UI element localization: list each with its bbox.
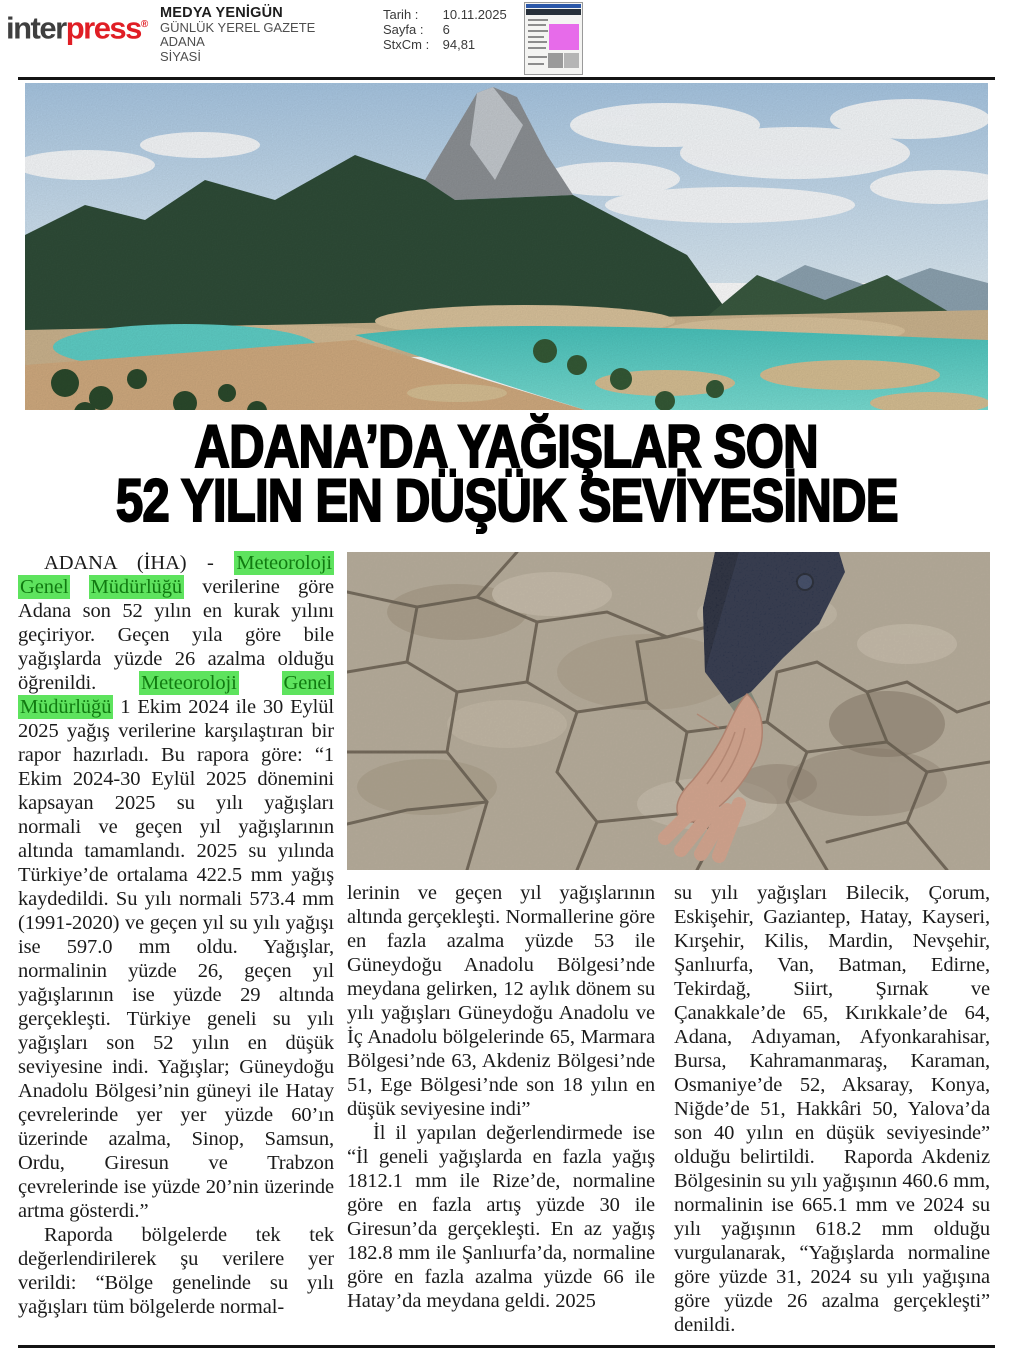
meta-date-label: Tarih : — [383, 7, 419, 22]
headline-line-2: 52 YILIN EN DÜŞÜK SEVİYESİNDE — [115, 467, 898, 534]
article-paragraph: lerinin ve geçen yıl yağışlarının altında gerçekleşti. Normallerine göre en fazla azalma yüzde 53 ile Güneydoğu Anadolu Bölgesi’nde meydana gelirken, 12 aylık dönem su yılı yağışları Güneydoğu Anadolu ve İç Anadolu bölgelerinde 65, Marmara Bölgesi’nde 63, Akdeniz Bölgesi’nde 51, Ege Bölgesi’nde son 18 yılın en düşük seviyesine indi” — [347, 882, 655, 1120]
reservoir-photo — [25, 83, 988, 410]
thumbnail-text-line — [528, 56, 546, 58]
thumbnail-text-line — [528, 63, 544, 65]
page-thumbnail[interactable] — [524, 2, 583, 75]
article-paragraph: su yılı yağışları Bilecik, Çorum, Eskişehir, Gaziantep, Hatay, Kayseri, Kırşehir, Kilis, Mardin, Nevşehir, Şanlıurfa, Van, Batman, Edirne, Tekirdağ, Siirt, Şırnak ve Çanakkale’de 65, Kırıkkale’de 64, Adana, Adıyaman, Afyonkarahisar, Bursa, Kahramanmaraş, Karaman, Osmaniye’de 52, Aksaray, Konya, Niğde’de 51, Hakkâri 50, Yalova’da son 40 yılın en düşük seviyesinde” olduğu belirtildi. Raporda Akdeniz Bölgesinin su yılı yağışının 460.6 mm, normalinin ise 665.1 mm ve 2024 su yılı yağışının 618.2 mm olduğu vurgulanarak, “Yağışlarda normaline göre yüzde 31, 2024 su yılı yağışına göre yüzde 26 azalma gerçekleşti” denildi. — [674, 882, 990, 1336]
thumbnail-photo-block — [564, 53, 579, 69]
publication-type: GÜNLÜK YEREL GAZETE — [160, 19, 316, 35]
highlighted-text: Meteoroloji — [141, 672, 237, 694]
meta-stxcm-label: StxCm : — [383, 37, 430, 52]
publication-category: SİYASİ — [160, 48, 201, 64]
registered-mark: ® — [140, 19, 149, 30]
article-paragraph: İl il yapılan değerlendirmede ise “İl geneli yağışlarda en fazla yağış 1812.1 mm ile Rize’de, normaline göre en fazla artış yüzde 30 ile Giresun’da gerçekleşti. En az yağış 182.8 mm ile Şanlıurfa’da, normaline göre en fazla azalma yüzde 66 ile Hatay’da meydana geldi. 2025 — [347, 1122, 655, 1312]
meta-page-label: Sayfa : — [383, 22, 424, 37]
article-column-2 — [347, 881, 655, 1343]
bottom-rule — [18, 1345, 995, 1348]
publication-city: ADANA — [160, 34, 205, 49]
clip-metadata — [383, 7, 507, 52]
thumbnail-text-line — [528, 36, 544, 38]
article-headline — [0, 413, 1013, 534]
article-paragraph: ADANA (İHA) - Meteoroloji Genel Müdürlüğü verilerine göre Adana son 52 yılın en kurak yılını geçiriyor. Geçen yıla göre bile yağışlarda yüzde 26 azalma olduğu öğrenildi. Meteoroloji Genel Müdürlüğü 1 Ekim 2024 ile 30 Eylül 2025 yağış verilerine karşılaştıran bir rapor hazırladı. Bu rapora göre: “1 Ekim 2024-30 Eylül 2025 dönemini kapsayan 2025 su yılı yağışları normali ve geçen yıl yağışlarının altında tamamlandı. 2025 su yılında Türkiye’de ortalama 422.5 mm yağış kaydedildi. Su yılı normali 573.4 mm (1991-2020) ve geçen yıl su yılı yağışı ise 597.0 mm oldu. Yağışlar, normalinin yüzde 26, geçen yıl yağışlarının ise yüzde 29 altında gerçekleşti. Türkiye geneli su yılı yağışları son 52 yılın en düşük seviyesine indi. Yağışlar; Güneydoğu Anadolu Bölgesi’nin güneyi ile Hatay çevrelerinde yer yer yüzde 60’ın üzerinde azalma, Sinop, Samsun, Ordu, Giresun ve Trabzon çevrelerinde ise yüzde 20’nin üzerinde artma gösterdi.” — [18, 552, 334, 1222]
article-paragraph: Raporda bölgelerde tek tek değerlendirilerek şu verilere yer verildi: “Bölge genelinde su yılı yağışları tüm bölgelerde normal- — [18, 1224, 334, 1318]
headline-line-1: ADANA’DA YAĞIŞLAR SON — [194, 413, 819, 480]
meta-date-value: 10.11.2025 — [442, 7, 507, 22]
highlighted-text: Genel — [283, 672, 332, 694]
highlighted-text: Müdürlüğü — [90, 576, 183, 598]
thumbnail-article-highlight — [549, 24, 579, 50]
thumbnail-text-line — [528, 24, 545, 26]
logo-part-inter: inter — [6, 10, 66, 46]
publication-name: MEDYA YENİGÜN — [160, 5, 283, 21]
meta-stxcm-row — [383, 37, 507, 52]
cracked-earth-photo — [347, 552, 990, 870]
thumbnail-headline-band — [526, 9, 581, 15]
logo-part-press: press — [65, 10, 141, 46]
thumbnail-text-line — [528, 30, 547, 32]
highlighted-text: Meteoroloji — [236, 552, 332, 574]
meta-page-row — [383, 22, 507, 37]
article-column-3 — [674, 881, 990, 1343]
meta-stxcm-value: 94,81 — [442, 37, 476, 52]
thumbnail-text-line — [528, 47, 545, 49]
meta-date-row — [383, 7, 507, 22]
highlighted-text: Müdürlüğü — [20, 696, 112, 718]
thumbnail-text-line — [528, 41, 547, 43]
article-column-1 — [18, 551, 334, 1343]
interpress-logo — [6, 8, 148, 45]
thumbnail-masthead — [526, 4, 581, 8]
highlighted-text: Genel — [20, 576, 69, 598]
top-rule — [18, 77, 995, 80]
thumbnail-photo-block — [548, 53, 563, 69]
publication-info — [160, 6, 315, 64]
thumbnail-text-line — [528, 19, 547, 21]
meta-page-value: 6 — [442, 22, 450, 37]
